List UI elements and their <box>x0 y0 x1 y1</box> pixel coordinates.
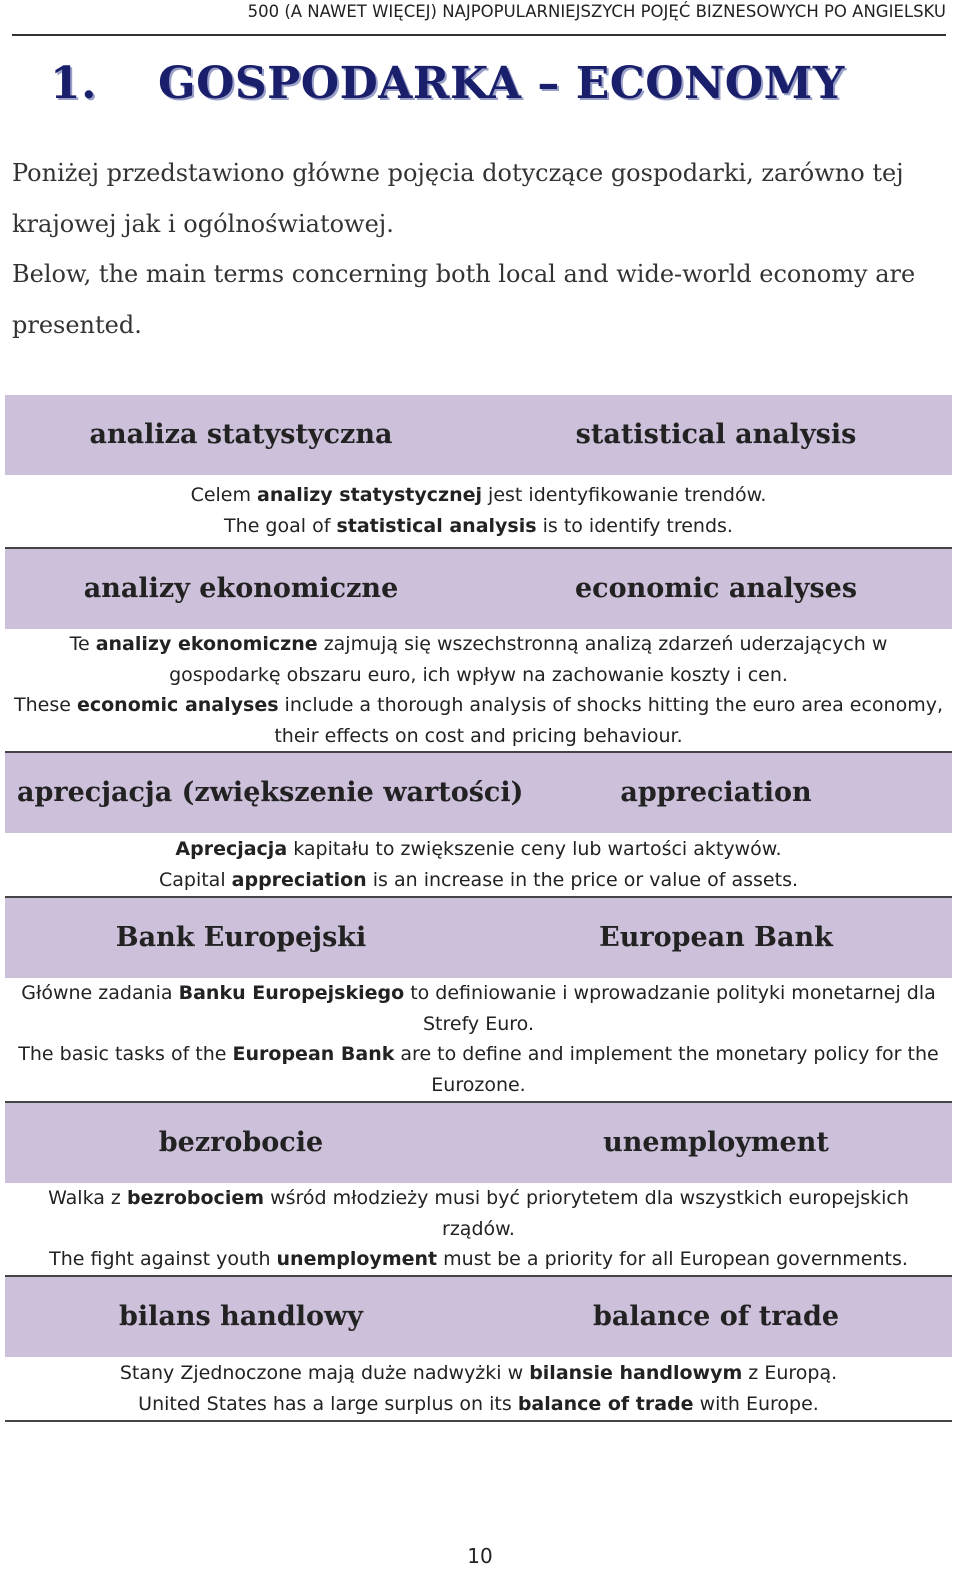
example-english: These economic analyses include a thorough analysis of shocks hitting the euro area economy, their effects on cost and pricing behaviour. <box>14 694 943 747</box>
example-economic-analyses <box>12 629 945 751</box>
term-highlight: appreciation <box>231 868 367 891</box>
example-english: United States has a large surplus on its balance of trade with Europe. <box>138 1392 819 1415</box>
term-polish: analiza statystyczna <box>89 419 393 450</box>
intro-polish <box>12 148 952 250</box>
term-polish: bilans handlowy <box>119 1301 363 1332</box>
example-english: The fight against youth unemployment must be a priority for all European governments. <box>49 1248 908 1270</box>
example-appreciation <box>5 834 952 895</box>
term-row-unemployment <box>5 1103 952 1183</box>
term-row-appreciation <box>5 753 952 833</box>
term-polish: Bank Europejski <box>115 922 367 953</box>
divider <box>5 1420 952 1422</box>
intro-polish-text: Poniżej przedstawiono główne pojęcia dotyczące gospodarki, zarówno tej krajowej jak i ogólnoświatowej. <box>12 159 904 238</box>
term-english: statistical analysis <box>575 419 857 450</box>
term-highlight: bilansie handlowym <box>529 1362 743 1384</box>
term-highlight: unemployment <box>276 1248 438 1270</box>
term-highlight: European Bank <box>232 1043 395 1065</box>
term-english: appreciation <box>620 777 812 808</box>
example-polish: Celem analizy statystycznej jest identyfikowanie trendów. <box>190 484 767 506</box>
term-highlight: statistical analysis <box>336 514 537 537</box>
example-english: The basic tasks of the European Bank are to define and implement the monetary policy for the Eurozone. <box>18 1043 939 1096</box>
example-statistical-analysis <box>5 480 952 541</box>
running-title: 500 (A NAWET WIĘCEJ) NAJPOPULARNIEJSZYCH POJĘĆ BIZNESOWYCH PO ANGIELSKU <box>247 2 946 21</box>
example-english: Capital appreciation is an increase in the price or value of assets. <box>158 868 799 891</box>
example-polish: Walka z bezrobociem wśród młodzieży musi być priorytetem dla wszystkich europejskich rządów. <box>48 1187 909 1240</box>
page-number: 10 <box>467 1544 493 1568</box>
intro-english-text: Below, the main terms concerning both local and wide-world economy are presented. <box>12 260 916 339</box>
example-polish: Główne zadania Banku Europejskiego to definiowanie i wprowadzanie polityki monetarnej dla Strefy Euro. <box>21 982 936 1035</box>
term-row-european-bank <box>5 898 952 978</box>
term-row-statistical-analysis <box>5 395 952 475</box>
example-unemployment <box>20 1183 937 1275</box>
term-highlight: economic analyses <box>76 694 279 716</box>
term-english: European Bank <box>599 922 833 953</box>
term-polish: analizy ekonomiczne <box>83 573 399 604</box>
example-polish: Stany Zjednoczone mają duże nadwyżki w bilansie handlowym z Europą. <box>119 1362 838 1384</box>
term-highlight: Aprecjacja <box>175 838 288 860</box>
chapter-number: 1. <box>50 58 97 109</box>
term-english: balance of trade <box>592 1301 840 1332</box>
chapter-title-text: GOSPODARKA – ECONOMY <box>158 58 845 109</box>
term-polish: bezrobocie <box>158 1127 324 1158</box>
term-highlight: analizy ekonomiczne <box>95 633 318 655</box>
example-polish: Aprecjacja kapitału to zwiększenie ceny lub wartości aktywów. <box>175 838 782 860</box>
term-row-economic-analyses <box>5 549 952 629</box>
term-english: unemployment <box>603 1127 829 1158</box>
example-polish: Te analizy ekonomiczne zajmują się wszechstronną analizą zdarzeń uderzających w gospodarkę obszaru euro, ich wpływ na zachowanie koszty i cen. <box>69 633 888 686</box>
chapter-title <box>50 58 845 109</box>
term-row-balance-of-trade <box>5 1277 952 1357</box>
example-english: The goal of statistical analysis is to identify trends. <box>224 514 733 537</box>
term-english: economic analyses <box>574 573 858 604</box>
running-header <box>12 0 946 36</box>
term-polish: aprecjacja (zwiększenie wartości) <box>17 777 524 808</box>
term-highlight: bezrobociem <box>126 1187 265 1209</box>
term-highlight: analizy statystycznej <box>257 484 483 506</box>
example-european-bank <box>12 978 945 1100</box>
example-balance-of-trade <box>5 1358 952 1419</box>
term-highlight: balance of trade <box>517 1392 694 1415</box>
intro-english <box>12 249 952 351</box>
term-highlight: Banku Europejskiego <box>178 982 405 1004</box>
